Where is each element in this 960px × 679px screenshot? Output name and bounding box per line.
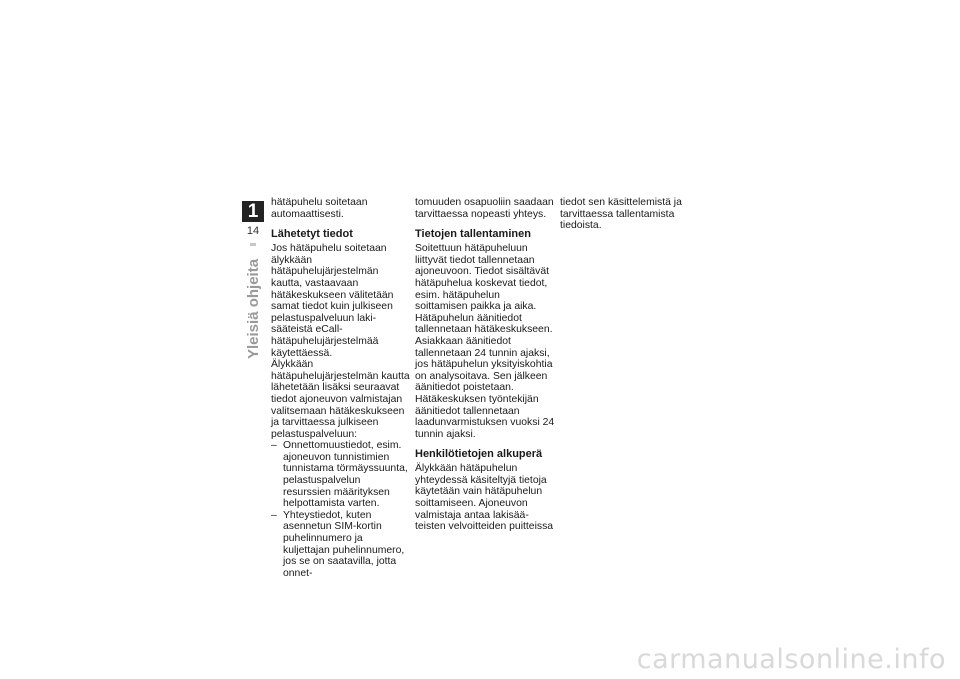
list-item xyxy=(271,440,411,510)
heading-personal-data-origin: Henkilötietojen alkuperä xyxy=(415,448,543,461)
section-title: Yleisiä ohjeita xyxy=(245,258,262,359)
watermark: carmanualsonline.info xyxy=(636,644,946,675)
list-item-text: Yhteystiedot, kuten asennetun SIM-kortin puhelinnumero ja kuljettajan puhelinnumero, jos se on saatavilla, jotta onnet- xyxy=(283,509,405,579)
page-number: 14 xyxy=(246,225,260,237)
heading-sent-data: Lähetetyt tiedot xyxy=(271,228,353,241)
side-divider xyxy=(250,243,256,246)
text-column-3 xyxy=(560,197,710,232)
heading-data-storage: Tietojen tallentaminen xyxy=(415,228,531,241)
chapter-number-tab: 1 xyxy=(242,201,264,222)
paragraph: Jos hätäpuhelu soitetaan älykkään hätäpuhelujärjestelmän kautta, vastaavaan hätäkeskukseen välitetään samat tiedot kuin julkiseen pelastuspalveluun lakisääteistä eCall-hätäpuhelujärjestelmää käytettäessä. xyxy=(271,243,394,359)
dash-bullet: – xyxy=(271,509,277,521)
paragraph: Älykkään hätäpuhelujärjestelmän kautta lähetetään lisäksi seuraavat tiedot ajoneuvon valmistajan valitsemaan hätäkeskukseen ja tarvittaessa julkiseen pelastuspalveluun: xyxy=(271,359,410,440)
paragraph: hätäpuhelu soitetaan automaattisesti. xyxy=(271,197,368,220)
list-item-text: Onnettomuustiedot, esim. ajoneuvon tunnistimien tunnistama törmäyssuunta, pelastuspalvelun resurssien määrityksen helpottamista varten. xyxy=(283,440,408,510)
section-sidebar xyxy=(245,249,263,359)
text-column-2 xyxy=(415,197,555,533)
paragraph: Asiakkaan äänitiedot tallennetaan 24 tunnin ajaksi, jos hätäpuhelun yksityiskohtia on analysoitava. Sen jälkeen äänitiedot poistetaan. Hätäkeskuksen työntekijän äänitiedot tallennetaan laadunvarmistuksen vuoksi 24 tunnin ajaksi. xyxy=(415,335,555,440)
paragraph: Soitettuun hätäpuheluun liittyvät tiedot tallennetaan ajoneuvoon. Tiedot sisältävät hätäpuhelua koskevat tiedot, esim. hätäpuhelun soittamisen paikka ja aika. Hätäpuhelun äänitiedot tallennetaan hätäkeskukseen. xyxy=(415,243,553,336)
dash-bullet: – xyxy=(271,440,277,452)
paragraph: Älykkään hätäpuhelun yhteydessä käsiteltyjä tietoja käytetään vain hätäpuhelun soittamiseen. Ajoneuvon valmistaja antaa lakisääteisten velvoitteiden puitteissa xyxy=(415,463,554,533)
paragraph: tomuuden osapuoliin saadaan tarvittaessa nopeasti yhteys. xyxy=(415,197,554,220)
paragraph: tiedot sen käsittelemistä ja tarvittaessa tallentamista tiedoista. xyxy=(560,197,682,232)
text-column-1 xyxy=(271,197,411,579)
list-item xyxy=(271,510,411,580)
